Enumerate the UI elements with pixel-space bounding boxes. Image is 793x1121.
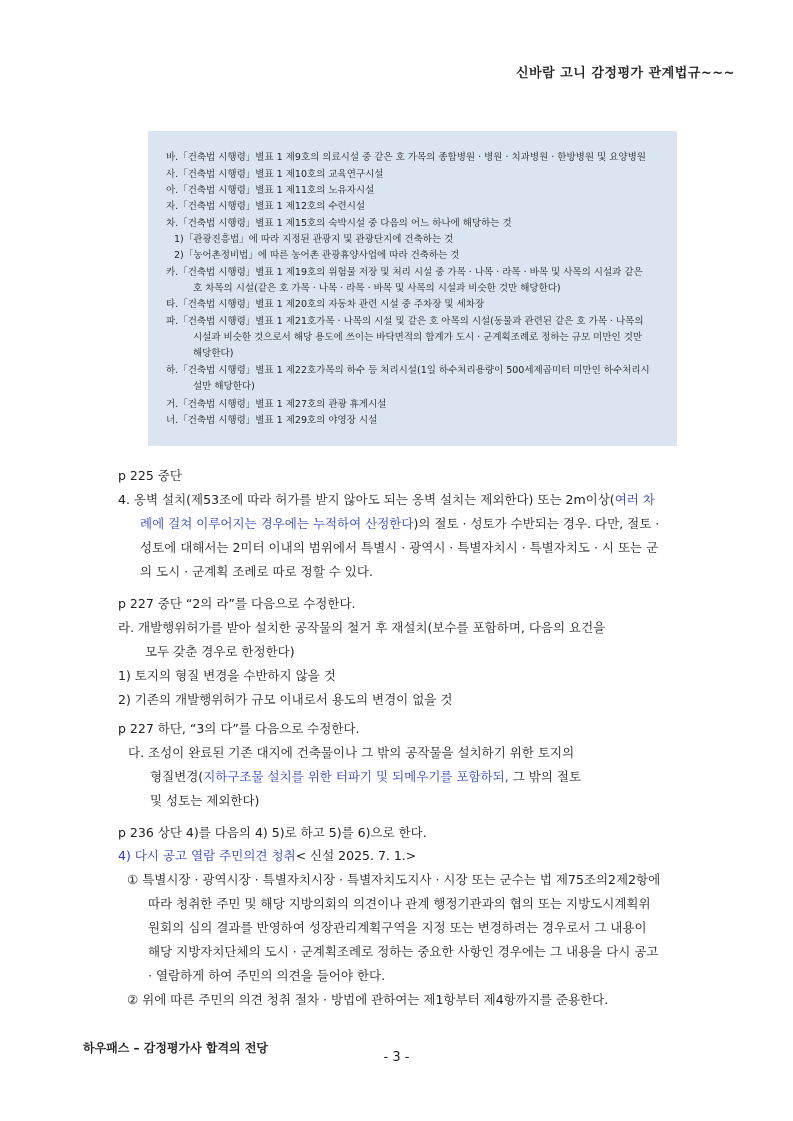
clause-line: 원회의 심의 결과를 반영하여 성장관리계획구역을 지정 또는 변경하려는 경우로서 그 내용이 bbox=[148, 920, 647, 935]
box-line: 타.「건축법 시행령」별표 1 제20호의 자동차 관련 시설 중 주차장 및 세차장 bbox=[166, 299, 485, 310]
paragraph-line: 라. 개발행위허가를 받아 설치한 공작물의 철거 후 재설치(보수를 포함하며, 다음의 요건을 bbox=[118, 620, 606, 635]
box-line: 2)「농어촌정비법」에 따른 농어촌 관광휴양사업에 따라 건축하는 것 bbox=[174, 250, 460, 261]
clause-line: 따라 청취한 주민 및 해당 지방의회의 의견이나 관계 행정기관과의 협의 또는 지방도시계획위 bbox=[148, 896, 651, 911]
section-heading: p 227 하단, “3의 다”를 다음으로 수정한다. bbox=[118, 721, 360, 736]
box-line: 아.「건축법 시행령」별표 1 제11호의 노유자시설 bbox=[166, 185, 375, 196]
clause-line: ② 위에 따른 주민의 의견 청취 절차 · 방법에 관하여는 제1항부터 제4항까지를 준용한다. bbox=[127, 992, 609, 1007]
paragraph-line: 및 성토는 제외한다) bbox=[150, 793, 260, 808]
notice-box bbox=[148, 131, 677, 446]
clause-line: · 열람하게 하여 주민의 의견을 들어야 한다. bbox=[148, 968, 386, 983]
paragraph-line: 2) 기존의 개발행위허가 규모 이내로서 용도의 변경이 없을 것 bbox=[118, 692, 453, 707]
box-line: 사.「건축법 시행령」별표 1 제10호의 교육연구시설 bbox=[166, 169, 384, 180]
page-number: - 3 - bbox=[383, 1050, 410, 1065]
box-line: 설만 해당한다) bbox=[193, 381, 255, 392]
section-heading: p 227 중단 “2의 라”를 다음으로 수정한다. bbox=[118, 596, 356, 611]
box-line: 1)「관광진흥법」에 따라 지정된 관광지 및 관광단지에 건축하는 것 bbox=[174, 234, 454, 245]
box-line: 호 차목의 시설(같은 호 가목 · 나목 · 라목 · 바목 및 사목의 시설과 비슷한 것만 해당한다) bbox=[193, 283, 561, 294]
box-line: 카.「건축법 시행령」별표 1 제19호의 위험물 저장 및 처리 시설 중 가목 · 나목 · 라목 · 바목 및 사목의 시설과 같은 bbox=[166, 267, 643, 278]
section-heading: p 225 중단 bbox=[118, 468, 182, 483]
clause-line: ① 특별시장 · 광역시장 · 특별자치시장 · 특별자치도지사 · 시장 또는 군수는 법 제75조의2제2항에 bbox=[127, 872, 661, 887]
box-line: 파.「건축법 시행령」별표 1 제21호가목 · 나목의 시설 및 같은 호 아목의 시설(동물과 관련된 같은 호 가목 · 나목의 bbox=[166, 316, 644, 327]
box-line: 자.「건축법 시행령」별표 1 제12호의 수련시설 bbox=[166, 201, 366, 212]
clause-line: 해당 지방자치단체의 도시 · 군계획조례로 정하는 중요한 사항인 경우에는 그 내용을 다시 공고 bbox=[148, 944, 659, 959]
box-line: 바.「건축법 시행령」별표 1 제9호의 의료시설 중 같은 호 가목의 종합병원 · 병원 · 치과병원 · 한방병원 및 요양병원 bbox=[166, 152, 646, 163]
section-heading: p 236 상단 4)를 다음의 4) 5)로 하고 5)를 6)으로 한다. bbox=[118, 825, 427, 840]
paragraph-line: 형질변경(지하구조물 설치를 위한 터파기 및 되메우기를 포함하되, 그 밖의 절토 bbox=[150, 769, 582, 784]
header-title: 신바람 고니 감정평가 관계법규~~~ bbox=[515, 66, 735, 81]
box-line: 차.「건축법 시행령」별표 1 제15호의 숙박시설 중 다음의 어느 하나에 해당하는 것 bbox=[166, 218, 512, 229]
paragraph-line: 다. 조성이 완료된 기존 대지에 건축물이나 그 밖의 공작물을 설치하기 위한 토지의 bbox=[128, 745, 575, 760]
footer-brand: 하우패스 – 감정평가사 합격의 전당 bbox=[83, 1041, 269, 1055]
paragraph-line: 모두 갖춘 경우로 한정한다) bbox=[145, 644, 295, 659]
subheading: 4) 다시 공고 열람 주민의견 청취< 신설 2025. 7. 1.> bbox=[118, 848, 417, 863]
paragraph-line: 례에 걸쳐 이루어지는 경우에는 누적하여 산정한다)의 절토 · 성토가 수반되는 경우. 다만, 절토 · bbox=[140, 516, 660, 531]
paragraph-line: 성토에 대해서는 2미터 이내의 범위에서 특별시 · 광역시 · 특별자치시 · 특별자치도 · 시 또는 군 bbox=[140, 540, 659, 555]
paragraph-line: 4. 옹벽 설치(제53조에 따라 허가를 받지 않아도 되는 옹벽 설치는 제외한다) 또는 2m이상(여러 차 bbox=[118, 492, 655, 507]
box-line: 하.「건축법 시행령」별표 1 제22호가목의 하수 등 처리시설(1일 하수처리용량이 500세제곱미터 미만인 하수처리시 bbox=[166, 365, 650, 376]
paragraph-line: 1) 토지의 형질 변경을 수반하지 않을 것 bbox=[118, 668, 336, 683]
box-line: 너.「건축법 시행령」별표 1 제29호의 야영장 시설 bbox=[166, 415, 378, 426]
box-line: 거.「건축법 시행령」별표 1 제27호의 관광 휴게시설 bbox=[166, 399, 387, 410]
box-line: 시설과 비슷한 것으로서 해당 용도에 쓰이는 바닥면적의 합계가 도시 · 군계획조례로 정하는 규모 미만인 것만 bbox=[193, 332, 643, 343]
paragraph-line: 의 도시 · 군계획 조례로 따로 정할 수 있다. bbox=[140, 564, 373, 579]
box-line: 해당한다) bbox=[193, 348, 234, 359]
